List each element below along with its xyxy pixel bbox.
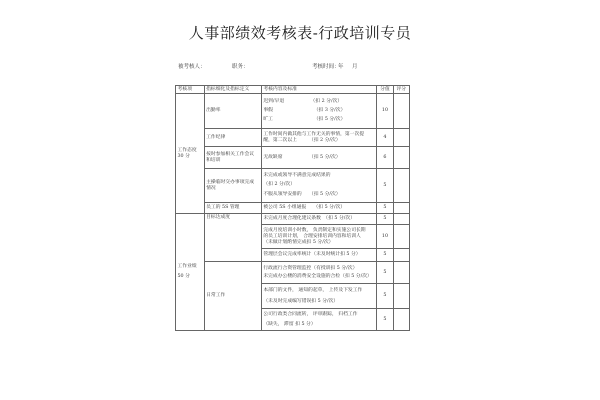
item-cell: 日常工作 [204,262,261,331]
col-header: 评分 [393,86,409,94]
rating-cell [393,203,409,214]
page-title: 人事部绩效考核表-行政培训专员 [188,24,412,42]
table-row [176,262,410,284]
item-cell: 员工的 5S 管理 [204,203,261,214]
col-header: 指标细化及指标定义 [204,86,261,94]
rating-cell [393,169,409,203]
table-row [176,129,410,147]
table-row [176,214,410,225]
item-cell: 出勤率 [204,94,261,129]
criteria-cell: 被公司 5S 小组通报 （扣 5 分/次） [261,203,376,214]
col-header: 分值 [377,86,393,94]
rating-cell [393,262,409,284]
criteria-cell: 工作时间内做其他与工作无关的事情，第一次提 醒，第二次以上 （扣 2 分/次） [261,129,376,147]
score-cell: 5 [377,203,393,214]
score-cell: 10 [377,225,393,249]
month-label: 月 [352,64,358,70]
rating-cell [393,225,409,249]
position-label: 职务： [232,64,249,70]
exam-time-label: 考核时间： [312,64,340,70]
item-cell: 工作纪律 [204,129,261,147]
criteria-cell: 本部门的文件， 通知的起草， 上传及下发工作 （未及时完成编写错误扣 5 分/次） [261,284,376,309]
score-cell: 4 [377,129,393,147]
col-header: 考核内容及标准 [261,86,376,94]
score-cell: 5 [377,249,393,262]
criteria-cell: 行政流行合资管理监控（有授训扣 5 分/次） 未完成办公楼的消费安全设施的合检（扣 5 分/次） [261,262,376,284]
criteria-cell: 迟到/早退 （扣 2 分/次） 事假 （扣 3 分/次） 旷工 （扣 5 分/次） [261,94,376,129]
rating-cell [393,94,409,129]
criteria-cell: 未完成月度合理化建议条数 （扣 5 分/次） [261,214,376,225]
criteria-cell: 无故缺席 （扣 5 分/次） [261,147,376,169]
col-header: 考核项 [176,86,205,94]
table-header-row [176,86,410,94]
year-label: 年 [338,64,344,70]
score-cell: 6 [377,147,393,169]
score-cell: 5 [377,284,393,309]
rating-cell [393,284,409,309]
criteria-cell: 未完成或领导不满意完成结果的 （扣 2 分/次） 不服从领导安排的 （扣 5 分/次） [261,169,376,203]
score-cell: 5 [377,214,393,225]
item-cell: 目标达成度 [204,214,261,262]
table-row [176,203,410,214]
table-row [176,94,410,129]
category-performance: 工作业绩 50 分 [176,214,205,331]
rating-cell [393,309,409,331]
rating-cell [393,214,409,225]
score-cell: 5 [377,169,393,203]
evaluation-table [175,85,410,331]
category-attitude: 工作态度 30 分 [176,94,205,214]
table-row [176,169,410,203]
criteria-cell: 完成月度培训小时数， 负责制定和实施公司长期 的员工培训计划， 合理安排培训内容和培训人 （未做计划酌情完成扣 5 分/次） [261,225,376,249]
criteria-cell: 公司行政类合同流转， 评审跟踪， 归档工作 （缺失， 滞留 扣 5 分） [261,309,376,331]
item-cell: 按时参加相关工作会议 和培训 [204,147,261,169]
examinee-label: 被考核人： [178,64,206,70]
rating-cell [393,129,409,147]
score-cell: 10 [377,94,393,129]
rating-cell [393,249,409,262]
score-cell: 5 [377,262,393,284]
score-cell: 5 [377,309,393,331]
table-row [176,147,410,169]
rating-cell [393,147,409,169]
criteria-cell: 管理层会议完成率统计（未及时统计扣 5 分） [261,249,376,262]
item-cell: 主操临时交办事项完成 情况 [204,169,261,203]
